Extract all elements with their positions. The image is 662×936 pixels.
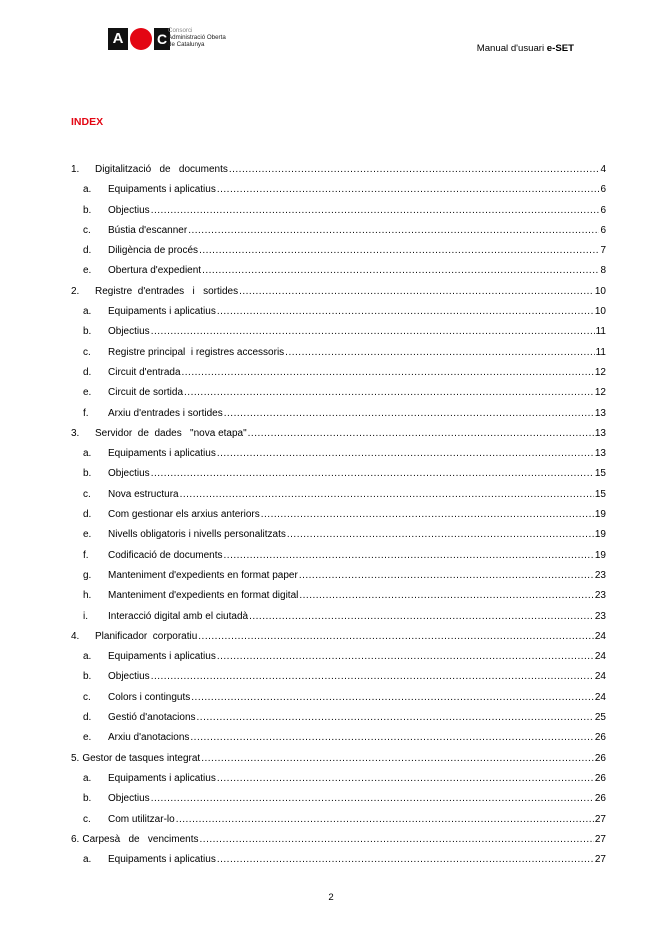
toc-entry[interactable] [71, 753, 606, 773]
toc-leader-dots [200, 834, 594, 845]
toc-entry-number: e. [83, 529, 92, 541]
toc-entry[interactable] [71, 671, 606, 691]
toc-entry-page: 6 [600, 184, 606, 196]
toc-entry[interactable] [71, 468, 606, 488]
toc-entry-number: d. [83, 245, 92, 257]
toc-entry[interactable] [71, 164, 606, 184]
toc-entry-page: 24 [594, 691, 606, 703]
toc-entry-number: f. [83, 407, 89, 419]
toc-entry-page: 7 [600, 245, 606, 257]
toc-entry-page: 19 [594, 529, 606, 541]
toc-leader-dots [239, 286, 594, 297]
toc-entry-page: 24 [594, 671, 606, 683]
toc-entry[interactable] [71, 225, 606, 245]
toc-entry-number: 3. [71, 427, 80, 439]
toc-leader-dots [217, 773, 594, 784]
table-of-contents [71, 164, 606, 874]
toc-entry-label: Objectius [108, 204, 150, 216]
toc-leader-dots [199, 245, 599, 256]
toc-entry-number: d. [83, 366, 92, 378]
toc-entry-label: Colors i continguts [108, 691, 191, 703]
toc-entry-page: 19 [594, 549, 606, 561]
toc-entry[interactable] [71, 793, 606, 813]
toc-entry[interactable] [71, 773, 606, 793]
toc-leader-dots [224, 550, 594, 561]
toc-entry[interactable] [71, 651, 606, 671]
logo-letter-o [130, 28, 152, 50]
toc-entry-label: Equipaments i aplicatius [108, 448, 216, 460]
toc-entry-label: Manteniment d'expedients en format paper [108, 569, 298, 581]
toc-entry-page: 6 [600, 204, 606, 216]
manual-prefix: Manual d'usuari [476, 43, 547, 54]
toc-entry-page: 13 [594, 448, 606, 460]
toc-entry-page: 11 [595, 346, 606, 358]
toc-entry[interactable] [71, 205, 606, 225]
toc-entry-number: c. [83, 488, 91, 500]
toc-entry-number: c. [83, 691, 91, 703]
toc-entry-number: e. [83, 732, 92, 744]
toc-entry-number: a. [83, 772, 92, 784]
toc-entry-page: 27 [594, 833, 606, 845]
toc-leader-dots [248, 428, 594, 439]
toc-entry-label: Carpesà de venciments [82, 833, 199, 845]
toc-leader-dots [151, 468, 594, 479]
toc-leader-dots [176, 814, 594, 825]
logo-line-3: de Catalunya [168, 40, 205, 48]
toc-entry-label: Registre d'entrades i sortides [95, 285, 239, 297]
toc-entry-label: Servidor de dades "nova etapa" [95, 427, 247, 439]
toc-entry-number: 5. [71, 752, 80, 764]
toc-leader-dots [197, 712, 594, 723]
toc-leader-dots [191, 692, 594, 703]
toc-entry-page: 4 [600, 164, 606, 175]
toc-entry-page: 24 [594, 651, 606, 663]
toc-entry-number: d. [83, 509, 92, 521]
toc-entry-page: 25 [594, 712, 606, 724]
toc-entry-number: e. [83, 265, 92, 277]
toc-entry[interactable] [71, 834, 606, 854]
toc-entry[interactable] [71, 265, 606, 285]
toc-entry-number: f. [83, 549, 89, 561]
toc-entry[interactable] [71, 631, 606, 651]
toc-entry-label: Equipaments i aplicatius [108, 184, 216, 196]
toc-entry[interactable] [71, 489, 606, 509]
toc-entry-page: 6 [600, 224, 606, 236]
toc-entry-page: 23 [594, 569, 606, 581]
toc-entry-label: Interacció digital amb el ciutadà [108, 610, 249, 622]
toc-entry-number: 2. [71, 285, 80, 297]
toc-entry-page: 10 [594, 306, 606, 318]
toc-entry-label: Codificació de documents [108, 549, 223, 561]
toc-entry-label: Equipaments i aplicatius [108, 772, 216, 784]
toc-entry-label: Nivells obligatoris i nivells personalitzats [108, 529, 286, 541]
toc-entry[interactable] [71, 184, 606, 204]
toc-leader-dots [299, 590, 594, 601]
toc-entry-label: Objectius [108, 326, 150, 338]
toc-leader-dots [217, 854, 594, 865]
toc-entry-number: d. [83, 712, 92, 724]
logo-line-1: Consorci [168, 27, 193, 34]
toc-entry-page: 13 [594, 407, 606, 419]
toc-entry-label: Diligència de procés [108, 245, 199, 257]
toc-entry-page: 23 [594, 590, 606, 602]
toc-entry-label: Equipaments i aplicatius [108, 306, 216, 318]
toc-entry-number: 1. [71, 164, 80, 175]
toc-entry-number: c. [83, 346, 91, 358]
toc-entry-number: a. [83, 651, 92, 663]
toc-entry[interactable] [71, 326, 606, 346]
logo-letter-a: A [108, 28, 128, 50]
toc-leader-dots [151, 326, 595, 337]
toc-entry[interactable] [71, 367, 606, 387]
toc-entry-page: 27 [594, 854, 606, 866]
toc-entry[interactable] [71, 306, 606, 326]
toc-entry-number: i. [83, 610, 88, 622]
toc-entry[interactable] [71, 387, 606, 407]
toc-entry-number: a. [83, 306, 92, 318]
toc-entry-page: 10 [594, 285, 606, 297]
toc-entry-label: Objectius [108, 671, 150, 683]
toc-entry-page: 12 [594, 366, 606, 378]
toc-entry-number: b. [83, 468, 92, 480]
toc-entry-page: 15 [594, 488, 606, 500]
toc-entry-number: a. [83, 854, 92, 866]
index-title: INDEX [71, 116, 104, 128]
toc-entry-page: 12 [594, 387, 606, 399]
toc-leader-dots [184, 387, 594, 398]
toc-entry-number: 4. [71, 630, 80, 642]
toc-entry-page: 26 [594, 772, 606, 784]
toc-entry-number: a. [83, 448, 92, 460]
toc-entry-label: Nova estructura [108, 488, 179, 500]
toc-entry[interactable] [71, 732, 606, 752]
toc-leader-dots [202, 265, 599, 276]
toc-entry[interactable] [71, 550, 606, 570]
toc-leader-dots [188, 225, 599, 236]
toc-entry[interactable] [71, 408, 606, 428]
toc-entry-label: Circuit de sortida [108, 387, 184, 399]
toc-entry-label: Manteniment d'expedients en format digital [108, 590, 299, 602]
manual-title [477, 43, 574, 54]
toc-entry-label: Gestor de tasques integrat [82, 752, 201, 764]
toc-entry[interactable] [71, 448, 606, 468]
toc-entry-number: c. [83, 224, 91, 236]
toc-entry-label: Com gestionar els arxius anteriors [108, 509, 260, 521]
toc-entry-label: Circuit d'entrada [108, 366, 181, 378]
toc-entry-number: c. [83, 813, 91, 825]
toc-entry-label: Registre principal i registres accessoris [108, 346, 285, 358]
toc-entry-page: 24 [594, 630, 606, 642]
toc-entry-label: Equipaments i aplicatius [108, 854, 216, 866]
logo-text [168, 28, 226, 48]
toc-entry-number: 6. [71, 833, 80, 845]
toc-leader-dots [151, 793, 594, 804]
toc-leader-dots [180, 489, 594, 500]
toc-entry[interactable] [71, 814, 606, 834]
toc-leader-dots [151, 205, 600, 216]
toc-entry-label: Planificador corporatiu [95, 630, 198, 642]
toc-entry[interactable] [71, 570, 606, 590]
toc-entry-label: Equipaments i aplicatius [108, 651, 216, 663]
toc-entry[interactable] [71, 428, 606, 448]
toc-entry-number: g. [83, 569, 92, 581]
toc-leader-dots [182, 367, 594, 378]
toc-entry-page: 8 [600, 265, 606, 277]
toc-leader-dots [217, 306, 594, 317]
toc-entry-page: 26 [594, 752, 606, 764]
logo-letter-c: C [154, 28, 170, 50]
toc-leader-dots [201, 753, 594, 764]
toc-leader-dots [217, 651, 594, 662]
manual-product: e-SET [546, 43, 574, 54]
toc-entry-label: Obertura d'expedient [108, 265, 202, 277]
toc-entry[interactable] [71, 611, 606, 631]
toc-entry-page: 13 [594, 427, 606, 439]
toc-entry-label: Bústia d'escanner [108, 224, 188, 236]
toc-entry-page: 26 [594, 732, 606, 744]
toc-leader-dots [198, 631, 594, 642]
toc-leader-dots [217, 184, 600, 195]
toc-leader-dots [249, 611, 594, 622]
toc-leader-dots [287, 529, 594, 540]
toc-entry-page: 15 [594, 468, 606, 480]
toc-entry-label: Gestió d'anotacions [108, 712, 196, 724]
toc-entry-page: 19 [594, 509, 606, 521]
toc-entry-page: 26 [594, 793, 606, 805]
toc-leader-dots [217, 448, 594, 459]
toc-entry-page: 23 [594, 610, 606, 622]
toc-entry-number: h. [83, 590, 92, 602]
toc-entry-number: b. [83, 793, 92, 805]
toc-entry[interactable] [71, 854, 606, 874]
toc-entry[interactable] [71, 590, 606, 610]
toc-leader-dots [299, 570, 594, 581]
toc-entry-label: Objectius [108, 793, 150, 805]
toc-entry-label: Com utilitzar-lo [108, 813, 175, 825]
toc-entry-number: a. [83, 184, 92, 196]
toc-entry-label: Digitalització de documents [95, 164, 228, 175]
toc-entry-label: Arxiu d'entrades i sortides [108, 407, 223, 419]
toc-entry-label: Objectius [108, 468, 150, 480]
toc-leader-dots [224, 408, 594, 419]
toc-entry-number: b. [83, 326, 92, 338]
toc-entry-page: 27 [594, 813, 606, 825]
toc-leader-dots [285, 347, 594, 358]
toc-entry[interactable] [71, 509, 606, 529]
toc-entry[interactable] [71, 245, 606, 265]
toc-entry-number: b. [83, 671, 92, 683]
toc-leader-dots [151, 671, 594, 682]
toc-leader-dots [190, 732, 593, 743]
toc-entry[interactable] [71, 347, 606, 367]
page-number: 2 [328, 892, 334, 903]
toc-leader-dots [229, 164, 600, 175]
toc-entry-label: Arxiu d'anotacions [108, 732, 190, 744]
aoc-logo [108, 28, 238, 52]
toc-entry[interactable] [71, 529, 606, 549]
toc-entry-page: 11 [595, 326, 606, 338]
toc-entry-number: b. [83, 204, 92, 216]
toc-entry[interactable] [71, 692, 606, 712]
toc-entry[interactable] [71, 286, 606, 306]
logo-line-2: Administració Oberta [168, 33, 226, 41]
toc-entry[interactable] [71, 712, 606, 732]
toc-entry-number: e. [83, 387, 92, 399]
toc-leader-dots [261, 509, 594, 520]
